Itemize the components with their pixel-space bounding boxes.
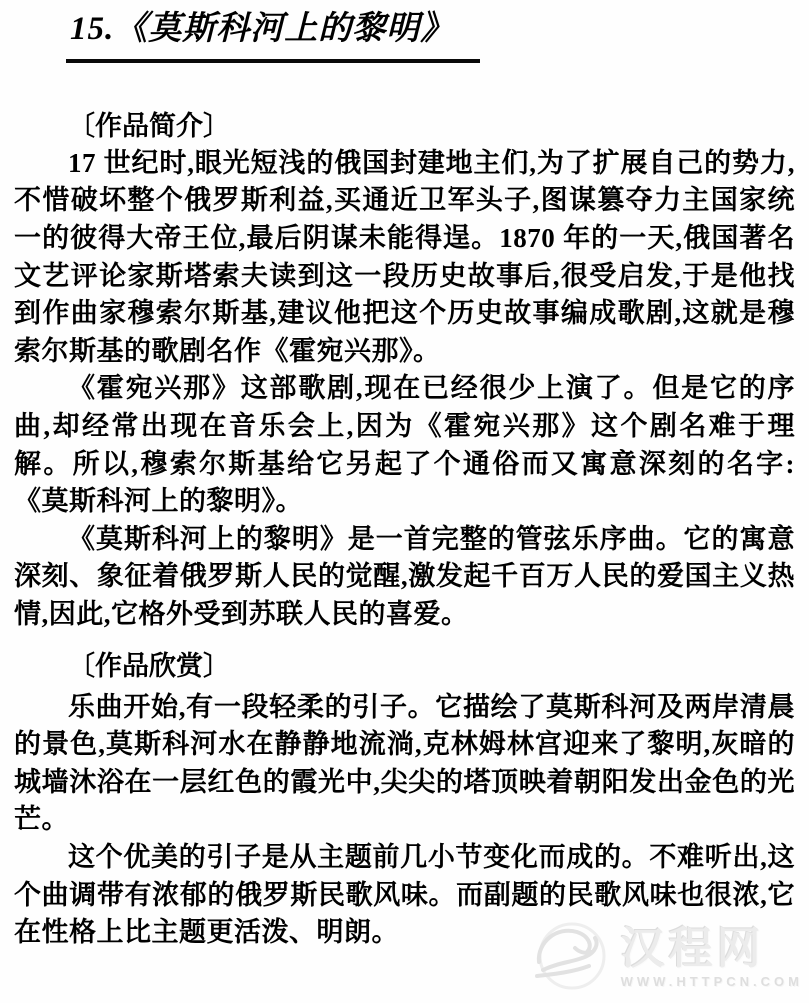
- title-row: [66, 6, 795, 63]
- paragraph: 《霍宛兴那》这部歌剧,现在已经很少上演了。但是它的序曲,却经常出现在音乐会上,因为《霍宛兴那》这个剧名难于理解。所以,穆索尔斯基给它另起了个通俗而又寓意深刻的名字:《莫斯科河上的黎明》。: [14, 373, 795, 517]
- watermark-site-url: WWW.HTTPCN.COM: [620, 973, 803, 989]
- paragraph: 《莫斯科河上的黎明》是一首完整的管弦乐序曲。它的寓意深刻、象征着俄罗斯人民的觉醒,激发起千百万人民的爱国主义热情,因此,它格外受到苏联人民的喜爱。: [14, 523, 795, 630]
- swirl-bird-logo-icon: [529, 918, 615, 997]
- watermark-texts: [620, 923, 803, 989]
- paragraph: 这个优美的引子是从主题前几小节变化而成的。不难听出,这个曲调带有浓郁的俄罗斯民歌风味。而副题的民歌风味也很浓,它在性格上比主题更活泼、明朗。: [14, 841, 795, 948]
- page-title: 15.《莫斯科河上的黎明》: [66, 6, 480, 63]
- paragraph: 乐曲开始,有一段轻柔的引子。它描绘了莫斯科河及两岸清晨的景色,莫斯科河水在静静地流淌,克林姆林宫迎来了黎明,灰暗的城墙沐浴在一层红色的霞光中,尖尖的塔顶映着朝阳发出金色的光芒。: [14, 691, 795, 835]
- section-heading-intro: 〔作品简介〕: [68, 110, 230, 141]
- section-heading-appreciation: 〔作品欣赏〕: [68, 650, 230, 681]
- watermark-site-name: 汉程网: [620, 923, 765, 973]
- watermark: [529, 918, 803, 997]
- paragraph: 17 世纪时,眼光短浅的俄国封建地主们,为了扩展自己的势力,不惜破坏整个俄罗斯利益,买通近卫军头子,图谋篡夺力主国家统一的彼得大帝王位,最后阴谋未能得逞。1870 年的一天,俄国著名文艺评论家斯塔索夫读到这一段历史故事后,很受启发,于是他找到作曲家穆索尔斯基,建议他把这个历史故事编成歌剧,这就是穆索尔斯基的歌剧名作《霍宛兴那》。: [14, 147, 795, 366]
